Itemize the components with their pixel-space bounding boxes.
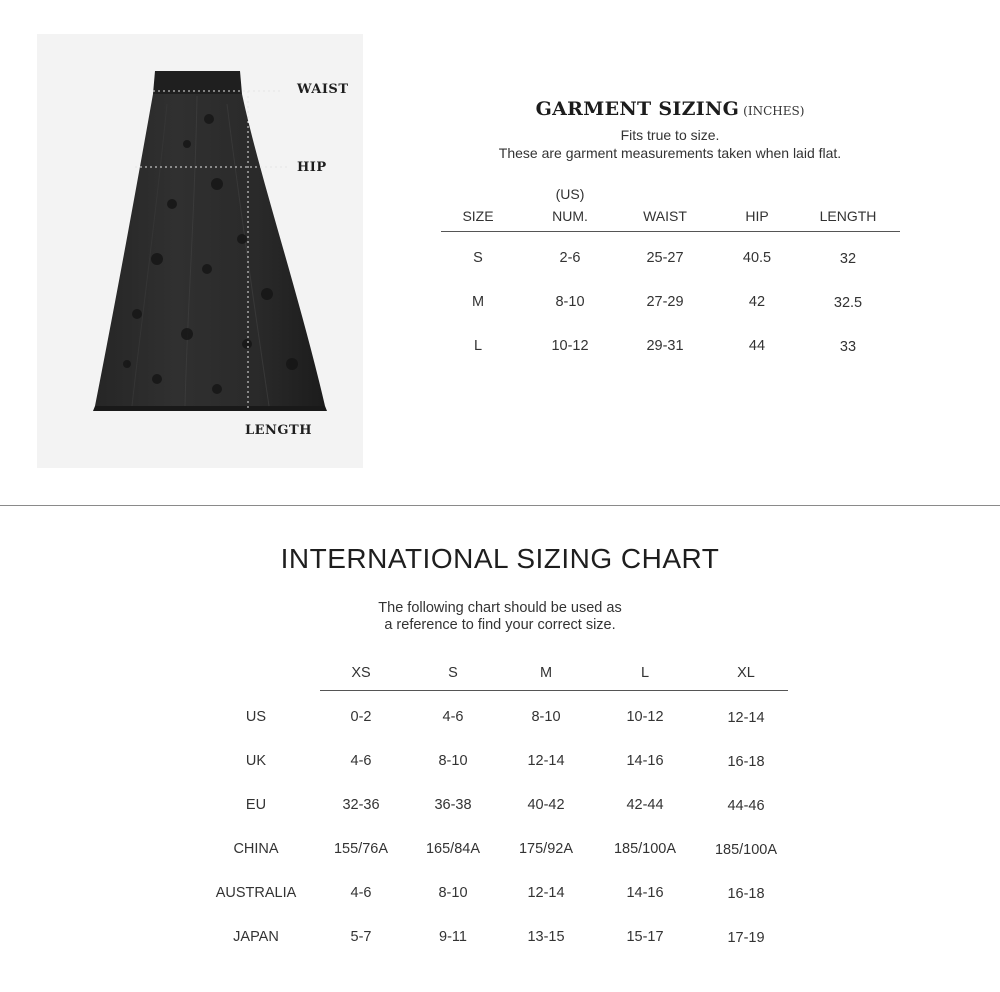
- size-cell: 165/84A: [425, 841, 481, 857]
- skirt-image-panel: [37, 34, 363, 468]
- skirt-illustration: [37, 34, 363, 468]
- header-hip-label: HIP: [745, 208, 769, 224]
- cell-size: L: [473, 338, 483, 354]
- header-length-label: LENGTH: [819, 208, 877, 224]
- header-length: [800, 181, 896, 227]
- size-cell: 40-42: [527, 797, 565, 813]
- cell-waist: 29-31: [646, 338, 684, 354]
- size-cell: 175/92A: [518, 841, 574, 857]
- cell-num: 8-10: [555, 294, 585, 310]
- size-cell: 10-12: [626, 709, 664, 725]
- section-divider: [0, 505, 1000, 506]
- size-cell: 16-18: [727, 754, 765, 770]
- international-note-line2: a reference to find your correct size.: [384, 617, 616, 633]
- column-header-xl: XL: [737, 665, 755, 681]
- size-cell: 44-46: [727, 798, 765, 814]
- column-header-l: L: [640, 665, 650, 681]
- garment-header-rule: [441, 231, 900, 232]
- column-header-s: S: [448, 665, 458, 681]
- size-cell: 4-6: [442, 709, 464, 725]
- cell-waist: 27-29: [646, 294, 684, 310]
- cell-hip: 44: [748, 338, 766, 354]
- size-cell: 15-17: [626, 929, 664, 945]
- garment-sizing-title: [440, 98, 900, 120]
- size-cell: 155/76A: [333, 841, 389, 857]
- size-cell: 12-14: [527, 885, 565, 901]
- cell-size: M: [471, 294, 485, 310]
- size-cell: 32-36: [342, 797, 380, 813]
- row-label: UK: [245, 753, 267, 769]
- garment-sizing-heading: GARMENT SIZING: [535, 98, 740, 120]
- size-cell: 14-16: [626, 753, 664, 769]
- cell-length: 32.5: [833, 295, 863, 311]
- garment-note-line1: Fits true to size.: [620, 127, 720, 143]
- international-header-rule: [320, 690, 788, 691]
- international-sizing-title: INTERNATIONAL SIZING CHART: [280, 543, 720, 574]
- garment-sizing-unit: (INCHES): [743, 104, 805, 118]
- size-cell: 0-2: [350, 709, 372, 725]
- waist-callout: WAIST: [297, 82, 349, 97]
- header-num: [530, 181, 610, 227]
- international-note-line1: The following chart should be used as: [378, 600, 622, 616]
- size-cell: 17-19: [727, 930, 765, 946]
- cell-hip: 42: [748, 294, 766, 310]
- row-label: CHINA: [233, 841, 279, 857]
- cell-size: S: [473, 250, 483, 266]
- header-waist: [625, 181, 705, 227]
- size-cell: 185/100A: [613, 841, 677, 857]
- size-cell: 13-15: [527, 929, 565, 945]
- header-size: [438, 181, 518, 227]
- row-label: JAPAN: [233, 929, 279, 945]
- size-cell: 4-6: [350, 885, 372, 901]
- header-num-bottom: NUM.: [552, 208, 588, 224]
- cell-waist: 25-27: [646, 250, 684, 266]
- length-callout: LENGTH: [245, 423, 312, 438]
- size-cell: 8-10: [438, 753, 468, 769]
- size-cell: 9-11: [439, 929, 467, 945]
- cell-hip: 40.5: [742, 250, 772, 266]
- hip-callout: HIP: [297, 160, 327, 175]
- size-cell: 185/100A: [714, 842, 778, 858]
- size-cell: 16-18: [727, 886, 765, 902]
- header-hip: [717, 181, 797, 227]
- column-header-m: M: [539, 665, 553, 681]
- row-label: AUSTRALIA: [215, 885, 297, 901]
- size-cell: 36-38: [434, 797, 472, 813]
- garment-note-line2: These are garment measurements taken when laid flat.: [498, 145, 842, 161]
- size-cell: 12-14: [727, 710, 765, 726]
- size-cell: 4-6: [350, 753, 372, 769]
- column-header-xs: XS: [351, 665, 371, 681]
- size-cell: 42-44: [626, 797, 664, 813]
- size-cell: 12-14: [527, 753, 565, 769]
- header-num-top: (US): [555, 186, 585, 202]
- size-cell: 8-10: [438, 885, 468, 901]
- row-label: EU: [245, 797, 267, 813]
- size-cell: 5-7: [350, 929, 372, 945]
- header-size-label: SIZE: [462, 208, 494, 224]
- cell-length: 33: [839, 339, 857, 355]
- size-cell: 8-10: [531, 709, 561, 725]
- cell-num: 10-12: [551, 338, 589, 354]
- size-cell: 14-16: [626, 885, 664, 901]
- row-label: US: [245, 709, 267, 725]
- cell-num: 2-6: [559, 250, 581, 266]
- cell-length: 32: [839, 251, 857, 267]
- header-waist-label: WAIST: [643, 208, 687, 224]
